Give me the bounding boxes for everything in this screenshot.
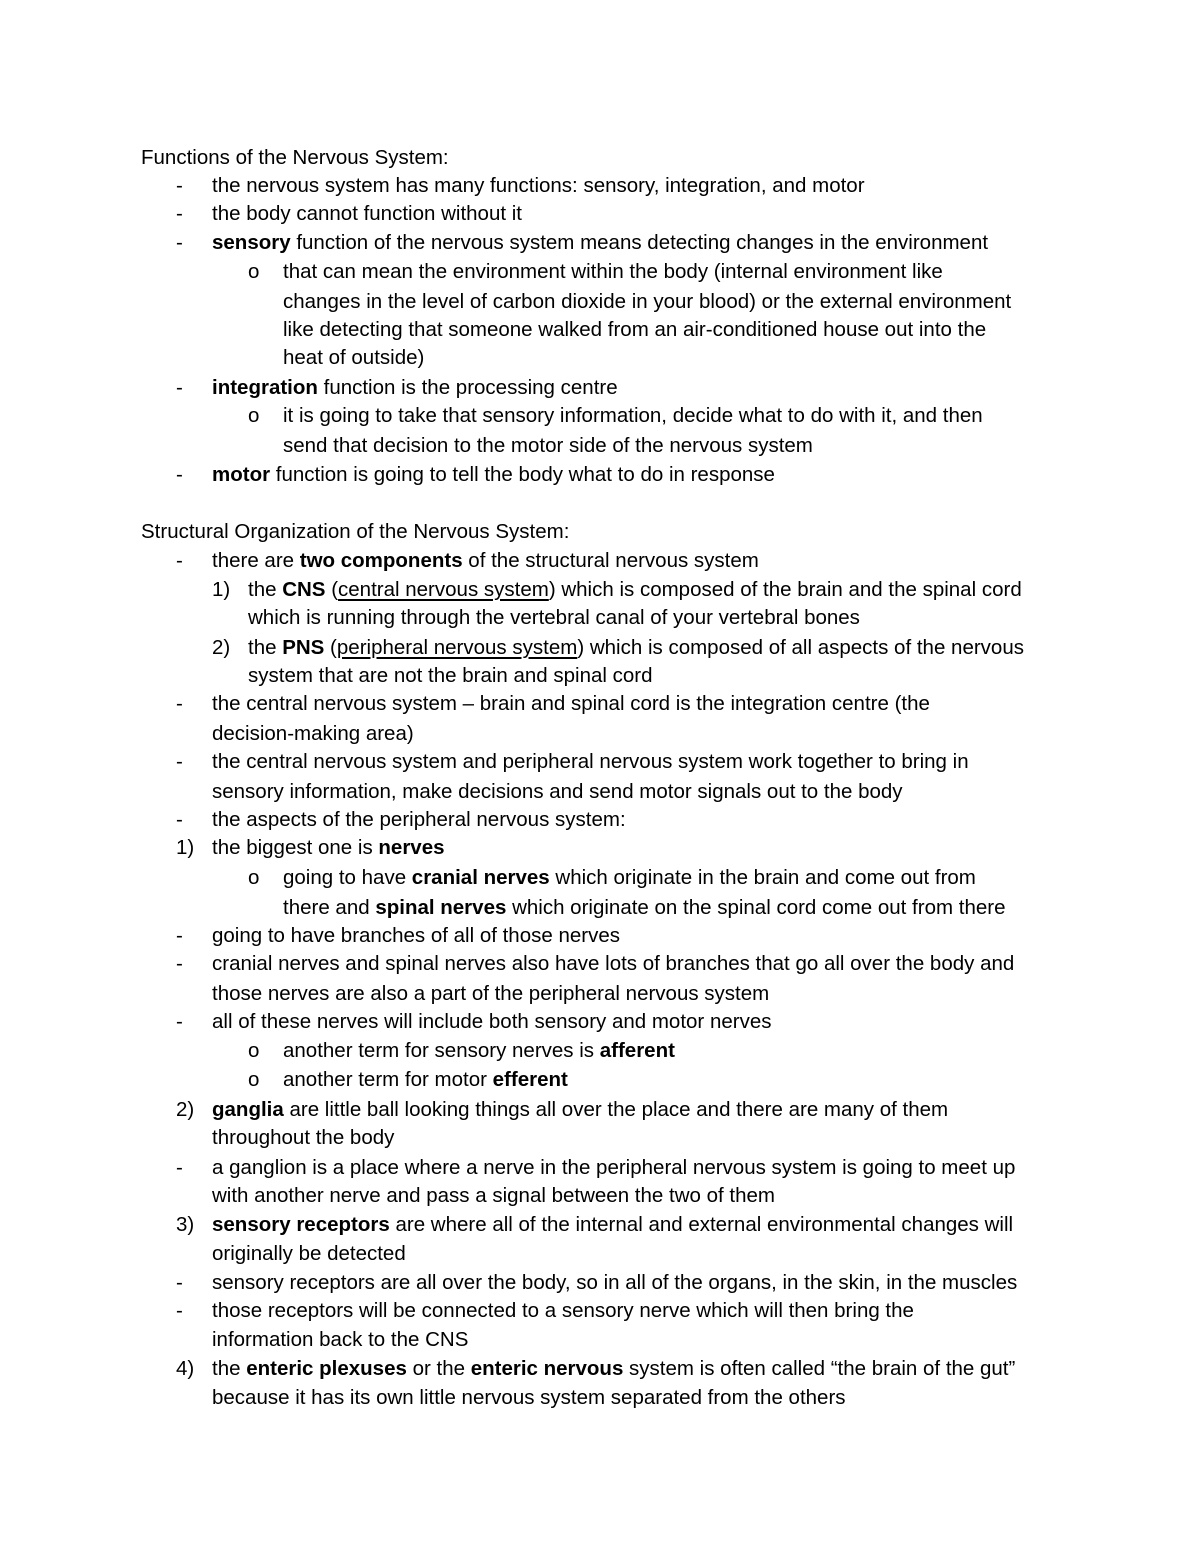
list-number-marker: 1) [212,578,231,601]
bullet-dash-marker: - [176,376,183,399]
text-segment: the [248,636,283,659]
text-segment: ( [324,636,337,659]
text-segment: function is going to tell the body what to do in response [270,463,775,486]
text-segment: system that are not the brain and spinal cord [248,664,653,687]
text-segment: Structural Organization of the Nervous System: [141,520,570,543]
text-line [212,1096,948,1124]
bold-term: spinal nerves [375,896,507,919]
text-line [283,864,976,892]
bullet-dash-marker: - [176,1299,183,1322]
text-line [248,576,1022,604]
bullet-dash-marker: - [176,692,183,715]
list-number-marker: 2) [176,1098,195,1121]
text-line [248,662,653,690]
text-line [248,634,1024,662]
underlined-term: central nervous system [338,578,549,601]
bold-term: CNS [282,578,326,601]
bold-term: efferent [492,1068,568,1091]
bold-term: sensory [212,231,291,254]
bullet-dash-marker: - [176,202,183,225]
text-segment: which originate on the spinal cord come out from there [506,896,1006,919]
text-segment: throughout the body [212,1126,395,1149]
bullet-dash-marker: - [176,952,183,975]
text-segment: the [212,1357,247,1380]
text-line [212,1182,775,1210]
text-segment: function is the processing centre [317,376,618,399]
text-segment: ) which is composed of the brain and the spinal cord [548,578,1022,601]
text-segment: the central nervous system and peripheral nervous system work together to bring in [212,750,969,773]
text-segment: function of the nervous system means detecting changes in the environment [290,231,989,254]
text-line [283,288,1011,316]
text-segment: those receptors will be connected to a sensory nerve which will then bring the [212,1299,914,1322]
text-segment: like detecting that someone walked from an air-conditioned house out into the [283,318,987,341]
text-line [248,604,860,632]
text-segment: all of these nerves will include both sensory and motor nerves [212,1010,772,1033]
bold-term: afferent [599,1039,675,1062]
text-segment: another term for motor [283,1068,493,1091]
text-line [212,229,988,257]
bullet-circle-marker: o [248,404,260,427]
text-line [283,316,986,344]
bold-term: nerves [378,836,445,859]
text-line [283,258,943,286]
bullet-dash-marker: - [176,1271,183,1294]
text-line [212,172,865,200]
bold-term: enteric plexuses [246,1357,407,1380]
text-segment: a ganglion is a place where a nerve in the peripheral nervous system is going to meet up [212,1156,1016,1179]
text-segment: which is running through the vertebral canal of your vertebral bones [248,606,860,629]
text-line [212,950,1014,978]
text-segment: going to have branches of all of those nerves [212,924,620,947]
text-line [212,1297,914,1325]
text-line [212,1211,1013,1239]
text-segment: the body cannot function without it [212,202,522,225]
text-segment: the [248,578,283,601]
bullet-circle-marker: o [248,1068,260,1091]
text-segment: which originate in the brain and come out from [549,866,976,889]
text-segment: going to have [283,866,412,889]
list-number-marker: 1) [176,836,195,859]
bullet-dash-marker: - [176,750,183,773]
text-line [283,344,424,372]
text-segment: it is going to take that sensory information, decide what to do with it, and then [283,404,983,427]
text-line [212,1384,846,1412]
list-number-marker: 4) [176,1357,195,1380]
bullet-circle-marker: o [248,1039,260,1062]
bold-term: PNS [282,636,325,659]
text-line [212,374,618,402]
bullet-circle-marker: o [248,260,260,283]
text-segment: Functions of the Nervous System: [141,146,449,169]
text-segment: the aspects of the peripheral nervous system: [212,808,626,831]
text-line [212,1240,406,1268]
text-line [212,720,414,748]
bullet-dash-marker: - [176,808,183,831]
text-segment: originally be detected [212,1242,406,1265]
text-line [212,1269,1017,1297]
text-line [212,1008,772,1036]
text-segment: sensory information, make decisions and send motor signals out to the body [212,780,903,803]
list-number-marker: 3) [176,1213,195,1236]
text-segment: are where all of the internal and external environmental changes will [389,1213,1014,1236]
text-line [141,144,449,172]
text-segment: because it has its own little nervous system separated from the others [212,1386,846,1409]
text-segment: changes in the level of carbon dioxide in your blood) or the external environment [283,290,1012,313]
bold-term: ganglia [212,1098,284,1121]
text-segment: the central nervous system – brain and spinal cord is the integration centre (the [212,692,930,715]
bullet-dash-marker: - [176,174,183,197]
text-segment: cranial nerves and spinal nerves also have lots of branches that go all over the body and [212,952,1015,975]
bold-term: cranial nerves [411,866,550,889]
text-segment: with another nerve and pass a signal between the two of them [212,1184,775,1207]
text-segment: information back to the CNS [212,1328,469,1351]
bullet-dash-marker: - [176,549,183,572]
text-line [212,1355,1015,1383]
bullet-dash-marker: - [176,463,183,486]
bullet-dash-marker: - [176,231,183,254]
text-segment: send that decision to the motor side of the nervous system [283,434,813,457]
text-segment: decision-making area) [212,722,414,745]
text-segment: those nerves are also a part of the peripheral nervous system [212,982,770,1005]
text-line [283,432,813,460]
text-segment: that can mean the environment within the body (internal environment like [283,260,943,283]
text-segment: the biggest one is [212,836,379,859]
text-segment: heat of outside) [283,346,425,369]
text-segment: ( [325,578,339,601]
text-line [283,894,1005,922]
text-line [212,748,969,776]
bold-term: sensory receptors [212,1213,390,1236]
text-segment: the nervous system has many functions: sensory, integration, and motor [212,174,865,197]
bullet-dash-marker: - [176,1010,183,1033]
text-segment: or the [406,1357,471,1380]
text-line [212,834,445,862]
text-line [212,778,903,806]
text-segment: of the structural nervous system [462,549,759,572]
bullet-dash-marker: - [176,924,183,947]
text-segment: another term for sensory nerves is [283,1039,600,1062]
bold-term: motor [212,463,271,486]
text-line [212,922,620,950]
list-number-marker: 2) [212,636,231,659]
text-segment: sensory receptors are all over the body, so in all of the organs, in the skin, in the muscles [212,1271,1018,1294]
bold-term: integration [212,376,318,399]
text-segment: there and [283,896,376,919]
text-line [212,461,775,489]
text-line [283,1037,675,1065]
bold-term: two components [299,549,463,572]
text-segment: ) which is composed of all aspects of the nervous [577,636,1024,659]
text-segment: are little ball looking things all over the place and there are many of them [283,1098,949,1121]
text-line [212,547,759,575]
underlined-term: peripheral nervous system [336,636,578,659]
text-line [212,1124,394,1152]
text-line [212,200,522,228]
text-line [212,806,626,834]
text-segment: system is often called “the brain of the gut” [623,1357,1016,1380]
text-segment: there are [212,549,300,572]
bullet-circle-marker: o [248,866,260,889]
text-line [212,1154,1015,1182]
text-line [141,518,569,546]
bold-term: enteric nervous [470,1357,624,1380]
bullet-dash-marker: - [176,1156,183,1179]
text-line [212,980,769,1008]
text-line [283,402,983,430]
text-line [212,690,930,718]
text-line [283,1066,568,1094]
text-line [212,1326,468,1354]
